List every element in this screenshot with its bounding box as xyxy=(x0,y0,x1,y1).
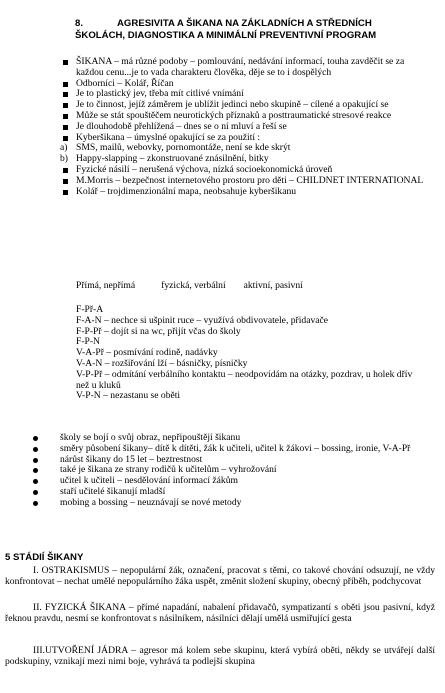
stage-paragraph: I. OSTRAKISMUS – nepopulární žák, označení, pracovat s těmi, co takové chování odsuzují, ne vždy konfrontovat – nechat umělé nepopulárního žáka uspět, změnit složení skupiny, obecný příběh, podchycovat xyxy=(5,565,435,587)
list-item: mobing a bossing – neuznávají se nové metody xyxy=(30,498,435,509)
list-item: ŠIKANA – má různé podoby – pomlouvání, nedávání informací, touha zavděčit se za každou cenu...je to vada charakteru člověka, děje se to i dospělých xyxy=(60,57,430,79)
list-item: Odborníci – Kolář, Říčan xyxy=(60,79,430,90)
code-line: F-P-N xyxy=(76,336,100,348)
main-bullet-list xyxy=(60,57,430,197)
list-item: Fyzické násilí – nerušená výchova, nízká socioekonomická úroveň xyxy=(60,165,430,176)
item-text: SMS, mailů, webovky, pornomontáže, není se kde skrýt xyxy=(76,142,291,154)
code-line: V-A-Př – posmívání rodině, nadávky xyxy=(76,347,218,359)
heading-line-2: ŠKOLÁCH, DIAGNOSTIKA A MINIMÁLNÍ PREVENTIVNÍ PROGRAM xyxy=(75,30,377,41)
round-bullet-list xyxy=(30,433,435,509)
stages-heading: 5 STÁDIÍ ŠIKANY xyxy=(5,552,84,563)
list-item: také je šikana ze strany rodičů k učitelům – vyhrožování xyxy=(30,465,435,476)
list-item: Je to činnost, jejíž záměrem je ublížit jedinci nebo skupině – cílené a opakující se xyxy=(60,100,430,111)
item-letter: b) xyxy=(60,153,68,165)
code-line: F-Př-A xyxy=(76,304,104,315)
code-line: V-P-Př – odmítání verbálního kontaktu – neodpovídám na otázky, pozdrav, u holek dřív než u kluků xyxy=(76,368,413,391)
list-item: Kolář – trojdimenzionální mapa, neobsahuje kyberšikanu xyxy=(60,187,430,198)
heading-line-1: AGRESIVITA A ŠIKANA NA ZÁKLADNÍCH A STŘEDNÍCH xyxy=(117,18,372,29)
list-item: Je dlouhodobě přehlížená – dnes se o ní mluví a řeší se xyxy=(60,122,430,133)
dimension-direct: Přímá, nepřímá xyxy=(76,280,136,291)
codes-block xyxy=(76,305,426,402)
dimension-activity: aktivní, pasivní xyxy=(243,280,303,291)
stage-paragraph: III.UTVOŘENÍ JÁDRA – agresor má kolem sebe skupinu, která vybírá oběti, někdy se utvářejí další podskupiny, vznikají mezi nimi boje, vyhrává ta podlejší skupina xyxy=(5,645,435,667)
stage-paragraph: II. FYZICKÁ ŠIKANA – přímé napadání, nabalení přidavačů, sympatizantí s oběti jsou pasivní, když řeknou pravdu, nesmí se konfrontovat s násilníkem, násilníci dělají umělá usmiřující gesta xyxy=(5,602,435,624)
dimensions-line xyxy=(76,281,436,292)
item-text: Happy-slapping – zkonstruované znásilnění, bitky xyxy=(76,153,269,165)
list-item: M.Morris – bezpečnost internetového prostoru pro děti – CHILDNET INTERNATIONAL xyxy=(60,176,430,187)
code-line: V-A-N – rozšiřování lží – básničky, písničky xyxy=(76,357,248,369)
dimension-form: fyzická, verbální xyxy=(161,280,226,291)
code-line: F-P-Př – dojít si na wc, přijít včas do školy xyxy=(76,325,241,337)
section-number: 8. xyxy=(75,18,84,29)
list-item: učitel k učiteli – nesdělování informací žákům xyxy=(30,476,435,487)
item-letter: a) xyxy=(60,142,68,154)
list-item: staří učitelé šikanují mladší xyxy=(30,487,435,498)
list-item: směry působení šikany– dítě k dítěti, žák k učiteli, učitel k žákovi – bossing, ironie, V-A-Př xyxy=(30,444,435,455)
list-item: Může se stát spouštěčem neurotických příznaků a posttraumatické stresové reakce xyxy=(60,111,430,122)
code-line: F-A-N – nechce si ušpinit ruce – využívá obdivovatele, přidavače xyxy=(76,314,329,326)
list-item: školy se bojí o svůj obraz, nepřipouštějí šikanu xyxy=(30,433,435,444)
code-line: V-P-N – nezastanu se oběti xyxy=(76,390,181,402)
list-item: Je to plastický jev, třeba mít citlivé vnímání xyxy=(60,89,430,100)
list-item: nárůst šikany do 15 let – beztrestnost xyxy=(30,455,435,466)
list-item: Kyberšikana – úmyslné opakující se za použití : xyxy=(60,133,430,144)
section-heading xyxy=(75,18,425,42)
